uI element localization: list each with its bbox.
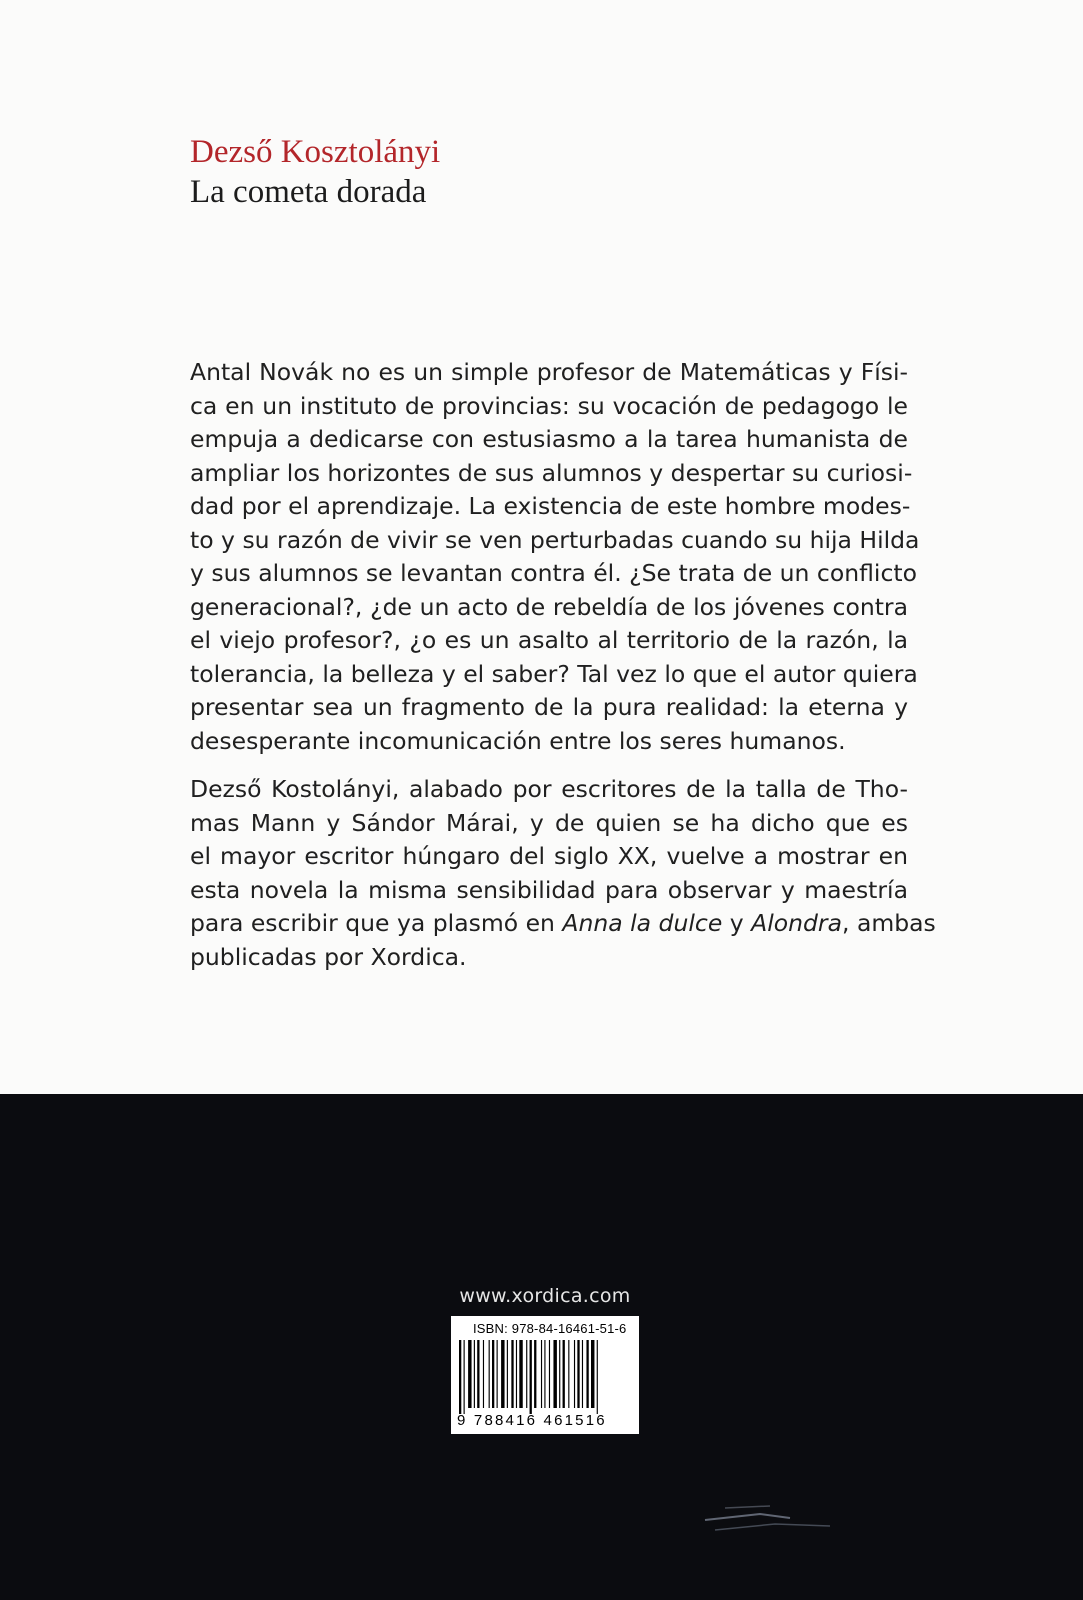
blurb-line: ampliar los horizontes de sus alumnos y despertar su curiosi- <box>190 458 913 487</box>
barcode-bar <box>563 1340 565 1408</box>
barcode-bar <box>586 1340 588 1408</box>
blurb-line: mas Mann y Sándor Márai, y de quien se ha dicho que es <box>190 808 908 837</box>
barcode-bar <box>582 1340 583 1408</box>
barcode-icon <box>459 1340 631 1414</box>
barcode-bar <box>541 1340 542 1408</box>
barcode-bar <box>489 1340 490 1408</box>
barcode-bar <box>591 1340 594 1408</box>
barcode-bar <box>544 1340 545 1408</box>
blurb-line: dad por el aprendizaje. La existencia de este hombre modes- <box>190 492 911 520</box>
barcode-bar <box>568 1340 569 1408</box>
blurb-paragraph-1 <box>190 356 920 758</box>
blurb-line-with-titles <box>190 907 936 941</box>
barcode-bar <box>501 1340 504 1408</box>
blurb-line: publicadas por Xordica. <box>190 942 467 971</box>
book-title: La cometa dorada <box>190 174 427 210</box>
barcode-digits: 9 788416 461516 <box>457 1412 607 1429</box>
blurb-line: esta novela la misma sensibilidad para observar y maestría <box>190 875 908 904</box>
barcode-label <box>451 1316 639 1434</box>
isbn-text: ISBN: 978-84-16461-51-6 <box>473 1321 627 1336</box>
blurb-line: to y su razón de vivir se ven perturbadas cuando su hija Hilda <box>190 525 920 554</box>
barcode-bar <box>477 1340 479 1408</box>
blurb-line: presentar sea un fragmento de la pura realidad: la eterna y <box>190 693 908 721</box>
blurb <box>190 356 936 974</box>
barcode-bar <box>483 1340 484 1408</box>
barcode-bar <box>497 1340 498 1408</box>
blurb-paragraph-2 <box>190 773 936 974</box>
barcode-bar <box>574 1340 575 1408</box>
barcode-bar <box>519 1340 522 1408</box>
barcode-bar <box>464 1340 465 1414</box>
blurb-line: ca en un instituto de provincias: su vocación de pedagogo le <box>190 391 908 420</box>
barcode-bar <box>577 1340 579 1408</box>
blurb-line: desesperante incomunicación entre los seres humanos. <box>190 726 846 755</box>
author-name: Dezső Kosztolányi <box>190 134 441 170</box>
blurb-line: el viejo profesor?, ¿o es un asalto al territorio de la razón, la <box>190 626 908 654</box>
blurb-line: Dezső Kostolányi, alabado por escritores de la talla de Tho- <box>190 775 908 803</box>
barcode-bar <box>597 1340 598 1414</box>
blurb-line: tolerancia, la belleza y el saber? Tal vez lo que el autor quiera <box>190 659 918 688</box>
blurb-line: generacional?, ¿de un acto de rebeldía de los jóvenes contra <box>190 592 908 621</box>
book-header <box>190 132 440 212</box>
barcode-bar <box>534 1340 536 1408</box>
blurb-line: y sus alumnos se levantan contra él. ¿Se trata de un conflicto <box>190 559 917 587</box>
publisher-website: www.xordica.com <box>459 1285 631 1307</box>
book-title-alondra: Alondra <box>751 909 842 937</box>
barcode-bar <box>511 1340 513 1408</box>
blurb-line: empuja a dedicarse con estusiasmo a la tarea humanista de <box>190 425 908 453</box>
barcode-bar <box>474 1340 475 1408</box>
plastic-glare-icon <box>700 1500 840 1540</box>
line-text: y <box>722 909 752 937</box>
line-text: , ambas <box>842 909 936 937</box>
barcode-bar <box>516 1340 517 1408</box>
barcode-bar <box>468 1340 471 1408</box>
barcode-bar <box>530 1340 532 1414</box>
line-text: para escribir que ya plasmó en <box>190 909 563 937</box>
barcode-bar <box>526 1340 527 1408</box>
blurb-line: Antal Novák no es un simple profesor de Matemáticas y Físi- <box>190 358 908 386</box>
blurb-line: el mayor escritor húngaro del siglo XX, vuelve a mostrar en <box>190 842 908 870</box>
barcode-bar <box>559 1340 560 1408</box>
barcode-bar <box>553 1340 556 1408</box>
barcode-bar <box>459 1340 461 1414</box>
barcode-bar <box>492 1340 494 1408</box>
book-title-anna-la-dulce: Anna la dulce <box>562 909 723 937</box>
barcode-bar <box>507 1340 508 1408</box>
barcode-bar <box>549 1340 550 1408</box>
